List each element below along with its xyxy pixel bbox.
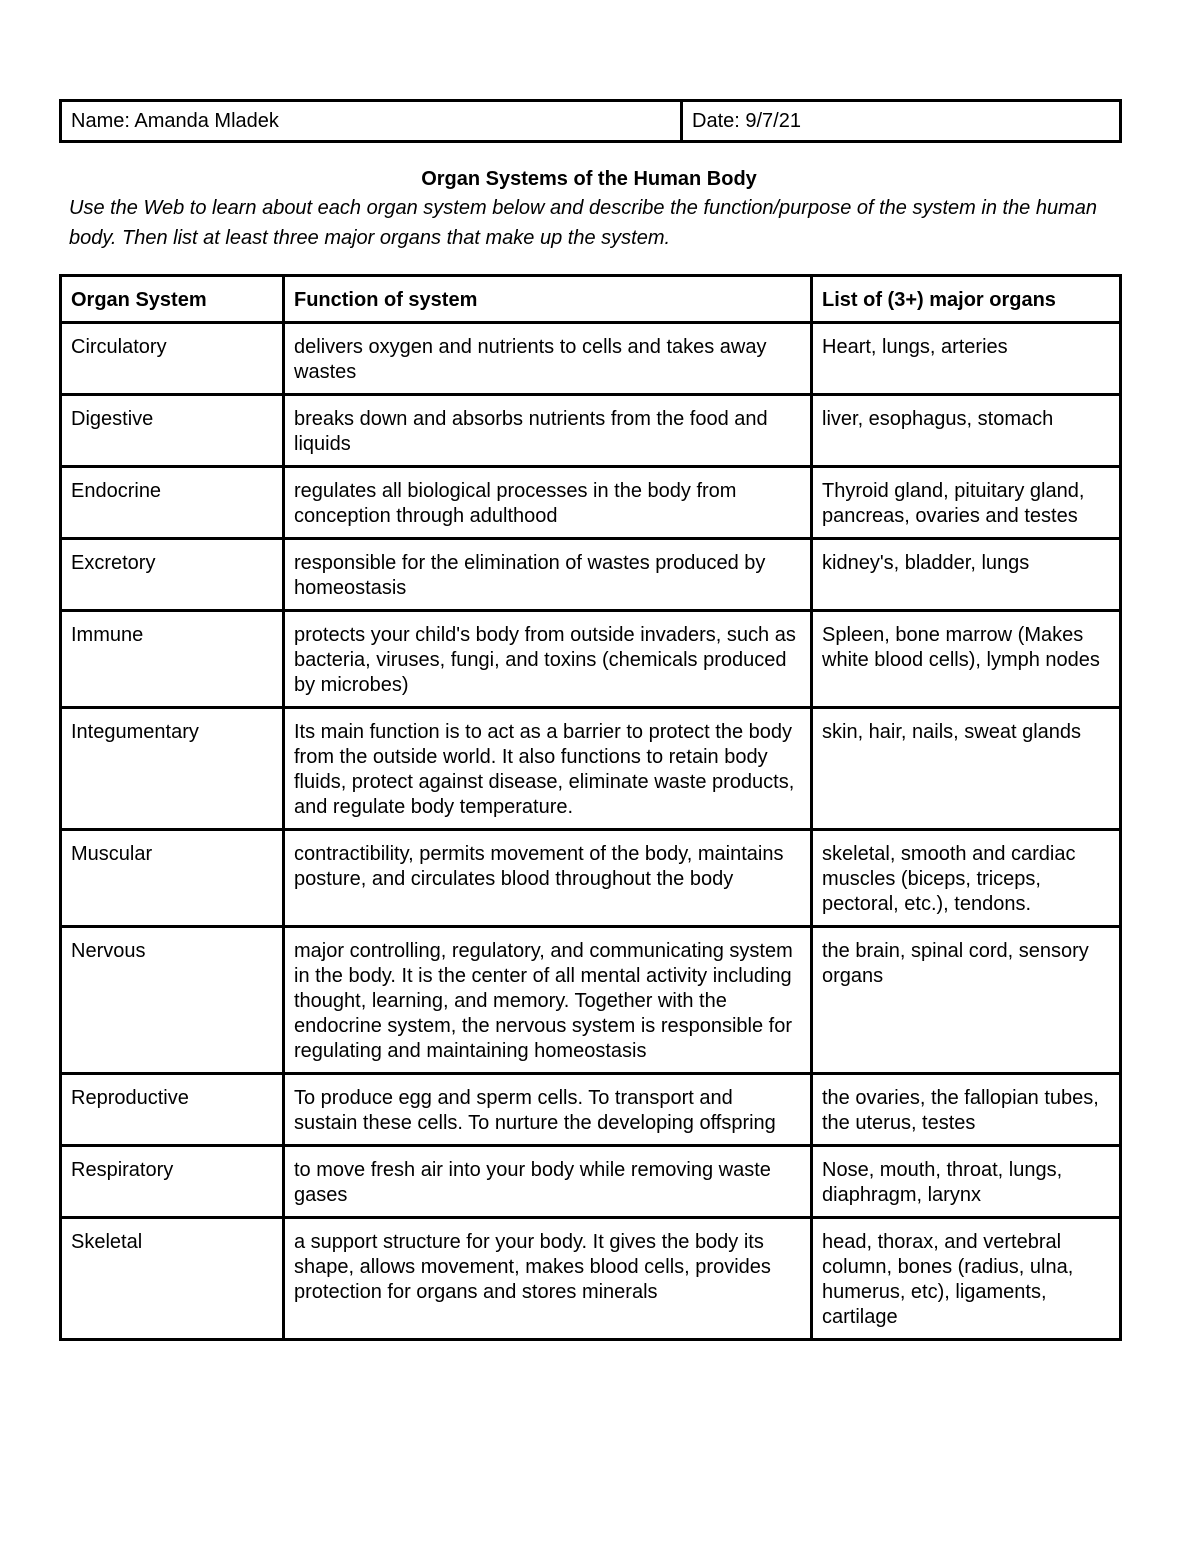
table-header-row	[61, 276, 1121, 323]
organ-systems-table	[59, 274, 1122, 1341]
function-cell: delivers oxygen and nutrients to cells and takes away wastes	[284, 323, 812, 395]
function-cell: regulates all biological processes in the body from conception through adulthood	[284, 467, 812, 539]
system-cell: Respiratory	[61, 1146, 284, 1218]
system-cell: Reproductive	[61, 1074, 284, 1146]
function-cell: responsible for the elimination of wastes produced by homeostasis	[284, 539, 812, 611]
instructions-text: Use the Web to learn about each organ system below and describe the function/purpose of the system in the human body. Then list at least three major organs that make up the system.	[69, 197, 1098, 249]
system-cell: Excretory	[61, 539, 284, 611]
column-header-major-organs: List of (3+) major organs	[812, 276, 1121, 323]
system-cell: Skeletal	[61, 1218, 284, 1340]
table-row	[61, 830, 1121, 927]
table-row	[61, 708, 1121, 830]
column-header-organ-system: Organ System	[61, 276, 284, 323]
system-cell: Digestive	[61, 395, 284, 467]
document-title: Organ Systems of the Human Body	[421, 168, 757, 190]
system-cell: Nervous	[61, 927, 284, 1074]
organs-cell: head, thorax, and vertebral column, bones (radius, ulna, humerus, etc), ligaments, cartilage	[812, 1218, 1121, 1340]
system-cell: Immune	[61, 611, 284, 708]
header-row	[61, 101, 1121, 142]
table-row	[61, 467, 1121, 539]
table-row	[61, 539, 1121, 611]
function-cell: contractibility, permits movement of the body, maintains posture, and circulates blood throughout the body	[284, 830, 812, 927]
organs-cell: the brain, spinal cord, sensory organs	[812, 927, 1121, 1074]
organs-cell: liver, esophagus, stomach	[812, 395, 1121, 467]
name-field: Name: Amanda Mladek	[61, 101, 682, 142]
function-cell: Its main function is to act as a barrier to protect the body from the outside world. It also functions to retain body fluids, protect against disease, eliminate waste products, and regulate body temperature.	[284, 708, 812, 830]
function-cell: a support structure for your body. It gives the body its shape, allows movement, makes blood cells, provides protection for organs and stores minerals	[284, 1218, 812, 1340]
function-cell: To produce egg and sperm cells. To transport and sustain these cells. To nurture the developing offspring	[284, 1074, 812, 1146]
function-cell: breaks down and absorbs nutrients from the food and liquids	[284, 395, 812, 467]
organs-cell: Nose, mouth, throat, lungs, diaphragm, larynx	[812, 1146, 1121, 1218]
organs-cell: Spleen, bone marrow (Makes white blood cells), lymph nodes	[812, 611, 1121, 708]
organs-cell: Heart, lungs, arteries	[812, 323, 1121, 395]
table-row	[61, 1074, 1121, 1146]
system-cell: Muscular	[61, 830, 284, 927]
organs-cell: kidney's, bladder, lungs	[812, 539, 1121, 611]
organs-cell: skin, hair, nails, sweat glands	[812, 708, 1121, 830]
organs-cell: skeletal, smooth and cardiac muscles (biceps, triceps, pectoral, etc.), tendons.	[812, 830, 1121, 927]
system-cell: Integumentary	[61, 708, 284, 830]
function-cell: major controlling, regulatory, and communicating system in the body. It is the center of all mental activity including thought, learning, and memory. Together with the endocrine system, the nervous system is responsible for regulating and maintaining homeostasis	[284, 927, 812, 1074]
system-cell: Circulatory	[61, 323, 284, 395]
header-table	[59, 99, 1122, 143]
table-row	[61, 395, 1121, 467]
table-row	[61, 1218, 1121, 1340]
table-row	[61, 323, 1121, 395]
organs-cell: Thyroid gland, pituitary gland, pancreas, ovaries and testes	[812, 467, 1121, 539]
function-cell: protects your child's body from outside invaders, such as bacteria, viruses, fungi, and toxins (chemicals produced by microbes)	[284, 611, 812, 708]
column-header-function: Function of system	[284, 276, 812, 323]
table-row	[61, 611, 1121, 708]
date-field: Date: 9/7/21	[682, 101, 1121, 142]
document-page	[59, 99, 1119, 1341]
organs-cell: the ovaries, the fallopian tubes, the uterus, testes	[812, 1074, 1121, 1146]
table-row	[61, 927, 1121, 1074]
table-row	[61, 1146, 1121, 1218]
system-cell: Endocrine	[61, 467, 284, 539]
function-cell: to move fresh air into your body while removing waste gases	[284, 1146, 812, 1218]
